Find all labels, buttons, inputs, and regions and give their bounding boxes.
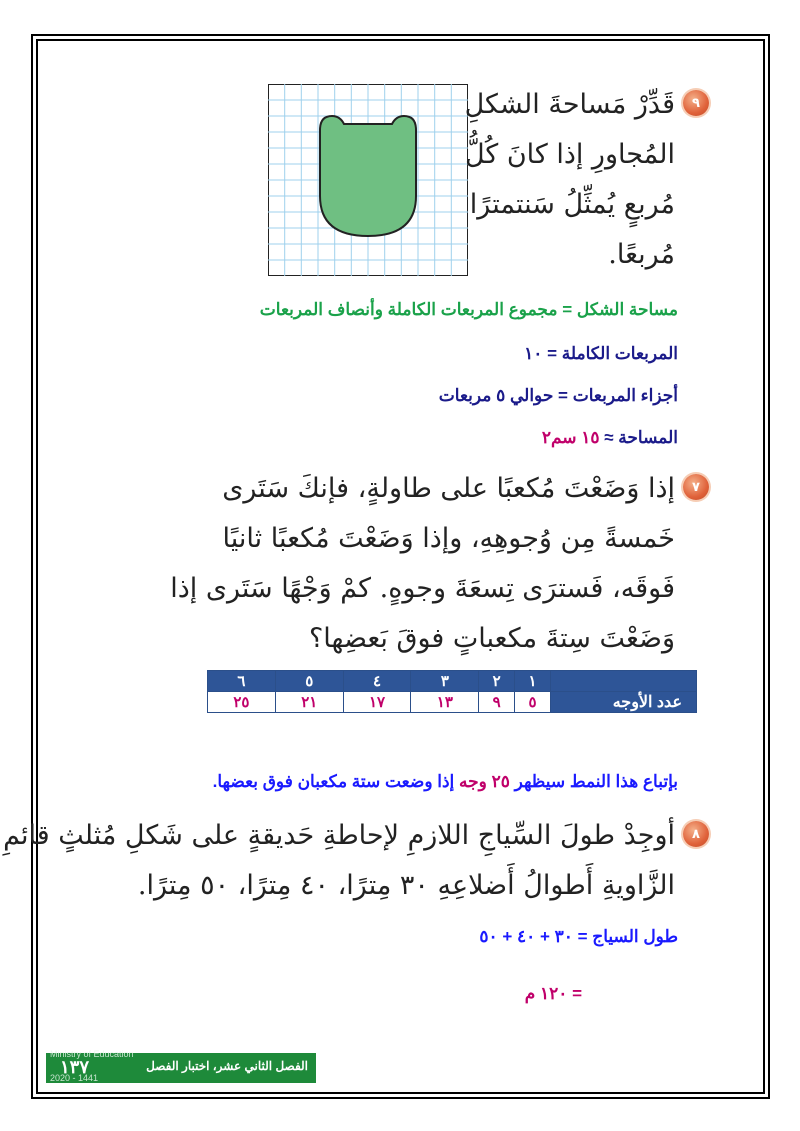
table-cell: ١٧ [343, 692, 411, 713]
footer-bar [46, 1049, 316, 1083]
table-header-cell: ١ [515, 671, 551, 692]
question-9-line: قَدِّرْ مَساحةَ الشكلِ [464, 89, 675, 120]
question-9-text [375, 80, 675, 280]
area-label: المساحة ≈ [604, 428, 678, 447]
answer-8-line-1: طول السياج = ٣٠ + ٤٠ + ٥٠ [479, 927, 678, 946]
answer-9-line-4 [542, 428, 678, 448]
faces-table [207, 670, 697, 713]
question-9-line: المُجاورِ إذا كانَ كُلُّ [464, 139, 675, 170]
table-row [208, 692, 697, 713]
table-header-cell: ٥ [275, 671, 343, 692]
answer-8-line-2: = ١٢٠ م [524, 984, 582, 1003]
table-cell: ٢٥ [208, 692, 276, 713]
question-7-line: وَضَعْتَ سِتةَ مكعباتٍ فوقَ بَعضِها؟ [308, 623, 675, 654]
question-8-text [3, 811, 675, 911]
table-header-empty [551, 671, 697, 692]
table-cell: ٥ [515, 692, 551, 713]
table-header-cell: ٢ [479, 671, 515, 692]
table-header-cell: ٦ [208, 671, 276, 692]
answer-7 [213, 772, 678, 792]
table-header-row [208, 671, 697, 692]
question-8-line: أوجِدْ طولَ السِّياجِ اللازمِ لإحاطةِ حَديقةٍ على شَكلِ مُثلثٍ قائمِ [3, 820, 675, 851]
year-watermark: 2020 - 1441 [50, 1073, 99, 1083]
area-value: ١٥ سم٢ [541, 428, 600, 447]
answer-9-line-2: المربعات الكاملة = ١٠ [524, 344, 678, 363]
question-9-badge: ٩ [683, 90, 709, 116]
answer-7-before: بإتباع هذا النمط سيظهر [514, 772, 678, 791]
question-7-line: خَمسةً مِن وُجوهِهِ، وإذا وَضَعْتَ مُكعبًا ثانيًا [222, 523, 675, 554]
answer-7-after: إذا وضعت ستة مكعبان فوق بعضها. [212, 772, 455, 791]
question-7-line: فَوقَه، فَسترَى تِسعَةَ وجوهٍ. كمْ وَجْهًا سَتَرى إذا [170, 573, 675, 604]
table-cell: ٩ [479, 692, 515, 713]
question-7-text [155, 464, 675, 664]
answer-9-line-1: مساحة الشكل = مجموع المربعات الكاملة وأنصاف المربعات [259, 300, 678, 319]
answer-7-value: ٢٥ وجه [459, 772, 510, 791]
table-header-cell: ٣ [411, 671, 479, 692]
ministry-watermark: Ministry of Education [50, 1049, 134, 1059]
question-9-line: مُربعٍ يُمثِّلُ سَنتمترًا [469, 189, 675, 220]
question-8-badge: ٨ [683, 821, 709, 847]
table-cell: ٢١ [275, 692, 343, 713]
table-row-label: عدد الأوجه [551, 692, 697, 713]
answer-9-line-3: أجزاء المربعات = حوالي ٥ مربعات [438, 386, 678, 405]
question-9-line: مُربعًا. [608, 239, 675, 270]
page-number: ١٣٧ [60, 1057, 90, 1077]
table-cell: ١٣ [411, 692, 479, 713]
chapter-label: الفصل الثاني عشر، اختبار الفصل [146, 1059, 308, 1073]
question-7-badge: ٧ [683, 474, 709, 500]
question-7-line: إذا وَضَعْتَ مُكعبًا على طاولةٍ، فإنكَ سَتَرى [222, 473, 675, 504]
question-8-line: الزَّاويةِ أَطوالُ أَضلاعِهِ ٣٠ مِترًا، ٤٠ مِترًا، ٥٠ مِترًا. [137, 870, 675, 901]
table-header-cell: ٤ [343, 671, 411, 692]
